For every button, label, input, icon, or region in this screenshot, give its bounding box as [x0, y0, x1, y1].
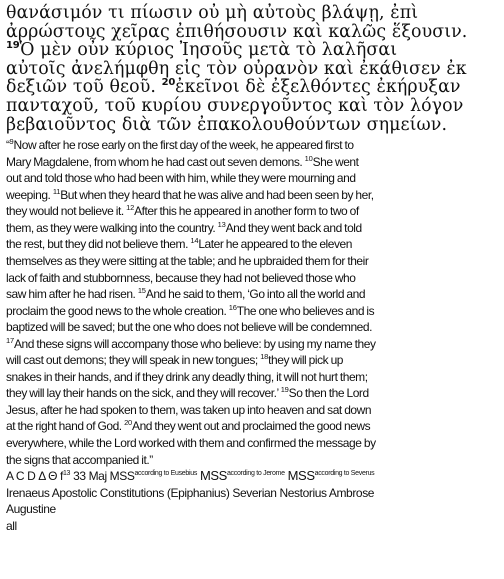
english-line [6, 286, 500, 303]
verse-number: 12 [126, 203, 135, 213]
english-line [6, 137, 500, 154]
verse-number: 9 [9, 137, 14, 147]
manuscript-witnesses-line [6, 468, 500, 485]
greek-line-text: πανταχοῦ, τοῦ κυρίου συνεργοῦντος καὶ τὸν λόγον [6, 95, 464, 116]
english-line [6, 303, 500, 320]
verse-number: 19 [6, 40, 20, 52]
english-line-text: proclaim the good news to the whole creation. [6, 303, 227, 318]
english-line-text: But when they heard that he was alive and had been seen by her, [60, 187, 374, 202]
verse-number: 13 [217, 219, 226, 229]
english-line [6, 352, 500, 369]
english-line [6, 220, 500, 237]
versions-line [6, 518, 500, 535]
english-line [6, 236, 500, 253]
greek-line [6, 97, 500, 116]
mss-label: MSS [199, 468, 227, 484]
severus-superscript: according to Severus [314, 470, 375, 478]
greek-line-text: ἐκεῖνοι δὲ ἐξελθόντες ἐκήρυξαν [175, 77, 461, 98]
verse-number: 16 [228, 302, 237, 312]
page-content [6, 4, 500, 534]
jerome-superscript: according to Jerome [226, 470, 285, 478]
english-line-text: lack of faith and stubbornness, because they had not believed those who [6, 270, 356, 285]
open-quote: “ [6, 138, 10, 153]
english-line-text: the signs that accompanied it.” [6, 452, 153, 467]
english-line [6, 452, 500, 469]
verse-number: 17 [6, 335, 14, 345]
english-line [6, 187, 500, 204]
english-line-text: Jesus, after he had spoken to them, was taken up into heaven and sat down [6, 402, 372, 417]
greek-line [6, 78, 500, 97]
verse-number: 20 [161, 77, 176, 89]
english-line-text: And these signs will accompany those who believe: by using my name they [13, 336, 376, 351]
english-line-text: at the right hand of God. [6, 419, 122, 434]
english-line-text: Mary Magdalene, from whom he had cast out seven demons. [6, 154, 303, 169]
english-line-text: they would not believe it. [6, 204, 124, 219]
greek-line-text: δεξιῶν τοῦ θεοῦ. [6, 77, 156, 98]
english-line-text: And they went back and told [225, 220, 362, 235]
english-line-text: they will pick up [268, 353, 344, 368]
english-line [6, 203, 500, 220]
english-line-text: themselves as they were sitting at the table; and he upbraided them for their [6, 253, 369, 268]
english-line [6, 369, 500, 386]
english-line [6, 418, 500, 435]
english-line-text: they will lay their hands on the sick, and they will recover.’ [6, 386, 279, 401]
english-line-text: And they went out and proclaimed the good news [132, 419, 371, 434]
greek-line [6, 4, 500, 23]
english-line [6, 170, 500, 187]
mss-label: MSS [287, 468, 315, 484]
verse-number: 19 [280, 385, 289, 395]
english-line-text: everywhere, while the Lord worked with them and confirmed the message by [6, 436, 376, 450]
verse-number: 20 [124, 418, 133, 428]
greek-line-text: Ὁ μὲν οὖν κύριος Ἰησοῦς μετὰ τὸ λαλῆσαι [19, 40, 398, 61]
verse-number: 14 [190, 236, 199, 246]
greek-text-block [6, 4, 500, 134]
english-line-text: She went [312, 154, 359, 169]
church-fathers-line [6, 485, 500, 502]
eusebius-superscript: according to Eusebius [134, 470, 198, 478]
family-superscript: 13 [62, 470, 71, 478]
english-line-text: Later he appeared to the eleven [198, 237, 352, 252]
english-line-text: saw him after he had risen. [6, 287, 136, 302]
verse-number: 10 [304, 153, 313, 163]
greek-line [6, 41, 500, 60]
greek-line-text: βεβαιοῦντος διὰ τῶν ἐπακολουθούντων σημείων. [6, 114, 448, 135]
english-line-text: the rest, but they did not believe them. [6, 237, 188, 252]
greek-line-text: ἀρρώστους χεῖρας ἐπιθήσουσιν καὶ καλῶς ἕξουσιν. [6, 21, 468, 42]
church-fathers-text: Augustine [6, 502, 56, 517]
english-line-text: And he said to them, ‘Go into all the world and [145, 287, 366, 302]
english-line-text: Now after he rose early on the first day of the week, he appeared first to [13, 138, 354, 153]
english-line-text: snakes in their hands, and if they drink any deadly thing, it will not hurt them; [6, 369, 368, 384]
english-line [6, 336, 500, 353]
manuscript-sigla: A C D Δ Θ f [6, 469, 63, 484]
witnesses-block [6, 468, 500, 534]
english-line-text: baptized will be saved; but the one who does not believe will be condemned. [6, 320, 373, 335]
english-line [6, 385, 500, 402]
greek-line [6, 60, 500, 79]
greek-line-text: θανάσιμόν τι πίωσιν οὐ μὴ αὐτοὺς βλάψῃ, ἐπὶ [6, 3, 419, 23]
church-fathers-line [6, 501, 500, 518]
english-line-text: The one who believes and is [236, 303, 375, 318]
english-line-text: out and told those who had been with him, while they were mourning and [6, 171, 356, 186]
english-line [6, 319, 500, 336]
english-line [6, 402, 500, 419]
english-line-text: them, as they were walking into the country. [6, 220, 216, 235]
greek-line [6, 23, 500, 42]
english-line [6, 154, 500, 171]
greek-line-text: αὐτοῖς ἀνελήμφθη εἰς τὸν οὐρανὸν καὶ ἐκάθισεν ἐκ [6, 58, 467, 79]
english-line-text: After this he appeared in another form to two of [134, 204, 359, 219]
verse-number: 11 [52, 186, 61, 196]
church-fathers-text: Irenaeus Apostolic Constitutions (Epiphanius) Severian Nestorius Ambrose [6, 485, 375, 500]
english-line [6, 270, 500, 287]
english-line [6, 435, 500, 452]
verse-number: 18 [260, 352, 269, 362]
verse-number: 15 [137, 286, 146, 296]
english-translation-block [6, 137, 500, 468]
english-line-text: will cast out demons; they will speak in new tongues; [6, 353, 258, 368]
english-line-text: So then the Lord [288, 386, 369, 401]
majority-text-label: 33 Maj MSS [73, 469, 135, 484]
greek-line [6, 116, 500, 135]
english-line-text: weeping. [6, 187, 51, 202]
versions-text: all [6, 518, 17, 533]
english-line [6, 253, 500, 270]
